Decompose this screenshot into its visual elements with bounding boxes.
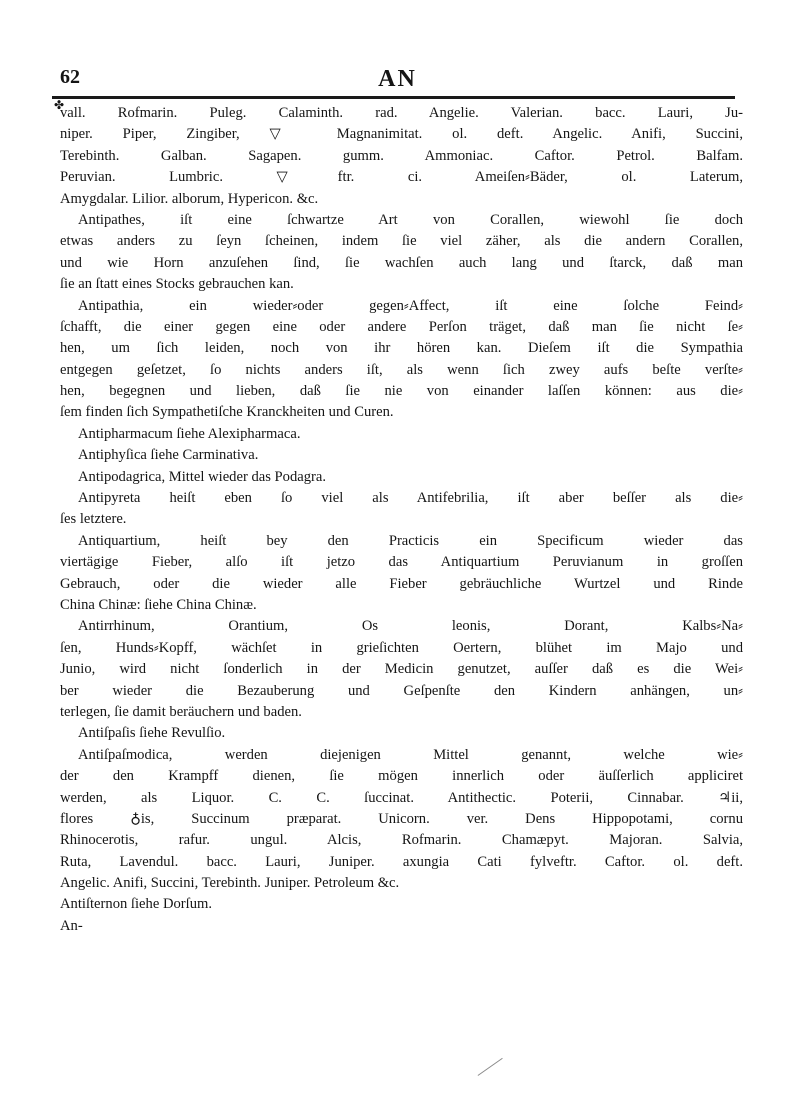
ornament-mark: ✤ xyxy=(54,98,65,112)
text-line: ſem finden ſich Sympathetiſche Kranckheiten und Curen. xyxy=(60,404,394,421)
text-line: Antipodagrica, Mittel wieder das Podagra. xyxy=(78,468,327,485)
text-line: Antipathes, iſt eine ſchwartze Art von Corallen, wiewohl ſie doch xyxy=(78,211,743,228)
text-line: Antiſpaſis ſiehe Revulſio. xyxy=(78,725,226,742)
text-line: ſchafft, die einer gegen eine oder andere Perſon träget, daß man ſie nicht ſe⸗ xyxy=(60,318,743,335)
text-line: ſie an ſtatt eines Stocks gebrauchen kan. xyxy=(60,276,294,293)
text-line: und wie Horn anzuſehen ſind, ſie wachſen auch lang und ſtarck, daß man xyxy=(60,254,743,271)
text-line: Junio, wird nicht ſonderlich in der Medicin genutzet, auſſer daß es die Wei⸗ xyxy=(60,661,743,678)
text-line: Gebrauch, oder die wieder alle Fieber gebräuchliche Wurtzel und Rinde xyxy=(60,575,743,592)
text-line: niper. Piper, Zingiber, ▽ Magnanimitat. ol. deft. Angelic. Anifi, Succini, xyxy=(60,126,743,143)
text-line: Ruta, Lavendul. bacc. Lauri, Juniper. axungia Cati fylveftr. Caftor. ol. deft. xyxy=(60,853,743,870)
text-line: ſen, Hunds⸗Kopff, wächſet in grieſichten Oertern, blühet im Majo und xyxy=(60,639,743,656)
running-head: AN xyxy=(378,66,417,92)
dictionary-text xyxy=(60,103,743,937)
page-header xyxy=(60,66,735,94)
text-line: Antipyreta heiſt eben ſo viel als Antifebrilia, iſt aber beſſer als die⸗ xyxy=(78,490,743,507)
text-line: terlegen, ſie damit beräuchern und baden. xyxy=(60,703,302,720)
text-line: Antiſpaſmodica, werden diejenigen Mittel genannt, welche wie⸗ xyxy=(78,746,743,763)
text-line: werden, als Liquor. C. C. ſuccinat. Antithectic. Poterii, Cinnabar. ♃ii, xyxy=(60,789,743,806)
text-line: vall. Rofmarin. Puleg. Calaminth. rad. Angelie. Valerian. bacc. Lauri, Ju- xyxy=(60,105,743,121)
text-line: hen, um ſich leiden, noch von ihr hören kan. Dieſem iſt die Sympathia xyxy=(60,340,743,357)
text-line: der den Krampff dienen, ſie mögen innerlich oder äuſſerlich appliciret xyxy=(60,768,743,785)
text-line: etwas anders zu ſeyn ſcheinen, indem ſie viel zäher, als die andern Corallen, xyxy=(60,233,743,250)
text-line: Amygdalar. Lilior. alborum, Hypericon. &c. xyxy=(60,190,319,207)
text-line: Antiſternon ſiehe Dorſum. xyxy=(60,896,212,913)
stray-pen-mark xyxy=(467,1043,502,1076)
text-line: Peruvian. Lumbric. ▽ftr. ci. Ameiſen⸗Bäder, ol. Laterum, xyxy=(60,169,743,186)
header-rule xyxy=(52,96,735,99)
text-line: China Chinæ: ſiehe China Chinæ. xyxy=(60,596,257,613)
text-line: entgegen geſetzet, ſo nichts anders iſt, als wenn ſich zwey aufs beſte verſte⸗ xyxy=(60,361,743,378)
text-line: ſes letztere. xyxy=(60,511,127,528)
text-line: flores ♁is, Succinum præparat. Unicorn. ver. Dens Hippopotami, cornu xyxy=(60,810,743,827)
text-line: hen, begegnen und lieben, daß ſie nie von einander laſſen können: aus die⸗ xyxy=(60,383,743,400)
text-line: Antirrhinum, Orantium, Os leonis, Dorant, Kalbs⸗Na⸗ xyxy=(78,618,743,635)
page-number: 62 xyxy=(60,66,80,88)
text-line: ber wieder die Bezauberung und Geſpenſte den Kindern anhängen, un⸗ xyxy=(60,682,743,699)
text-line: An- xyxy=(60,917,83,934)
text-line: Antipharmacum ſiehe Alexipharmaca. xyxy=(78,425,301,442)
text-line: Terebinth. Galban. Sagapen. gumm. Ammoniac. Caftor. Petrol. Balfam. xyxy=(60,147,743,164)
text-line: Antiquartium, heiſt bey den Practicis ein Specificum wieder das xyxy=(78,532,743,549)
text-line: viertägige Fieber, alſo iſt jetzo das Antiquartium Peruvianum in groſſen xyxy=(60,554,743,571)
text-line: Antiphyſica ſiehe Carminativa. xyxy=(78,447,259,464)
text-line: Rhinocerotis, rafur. ungul. Alcis, Rofmarin. Chamæpyt. Majoran. Salvia, xyxy=(60,832,743,849)
text-line: Angelic. Anifi, Succini, Terebinth. Juniper. Petroleum &c. xyxy=(60,875,400,892)
text-line: Antipathia, ein wieder⸗oder gegen⸗Affect, iſt eine ſolche Feind⸗ xyxy=(78,297,743,314)
